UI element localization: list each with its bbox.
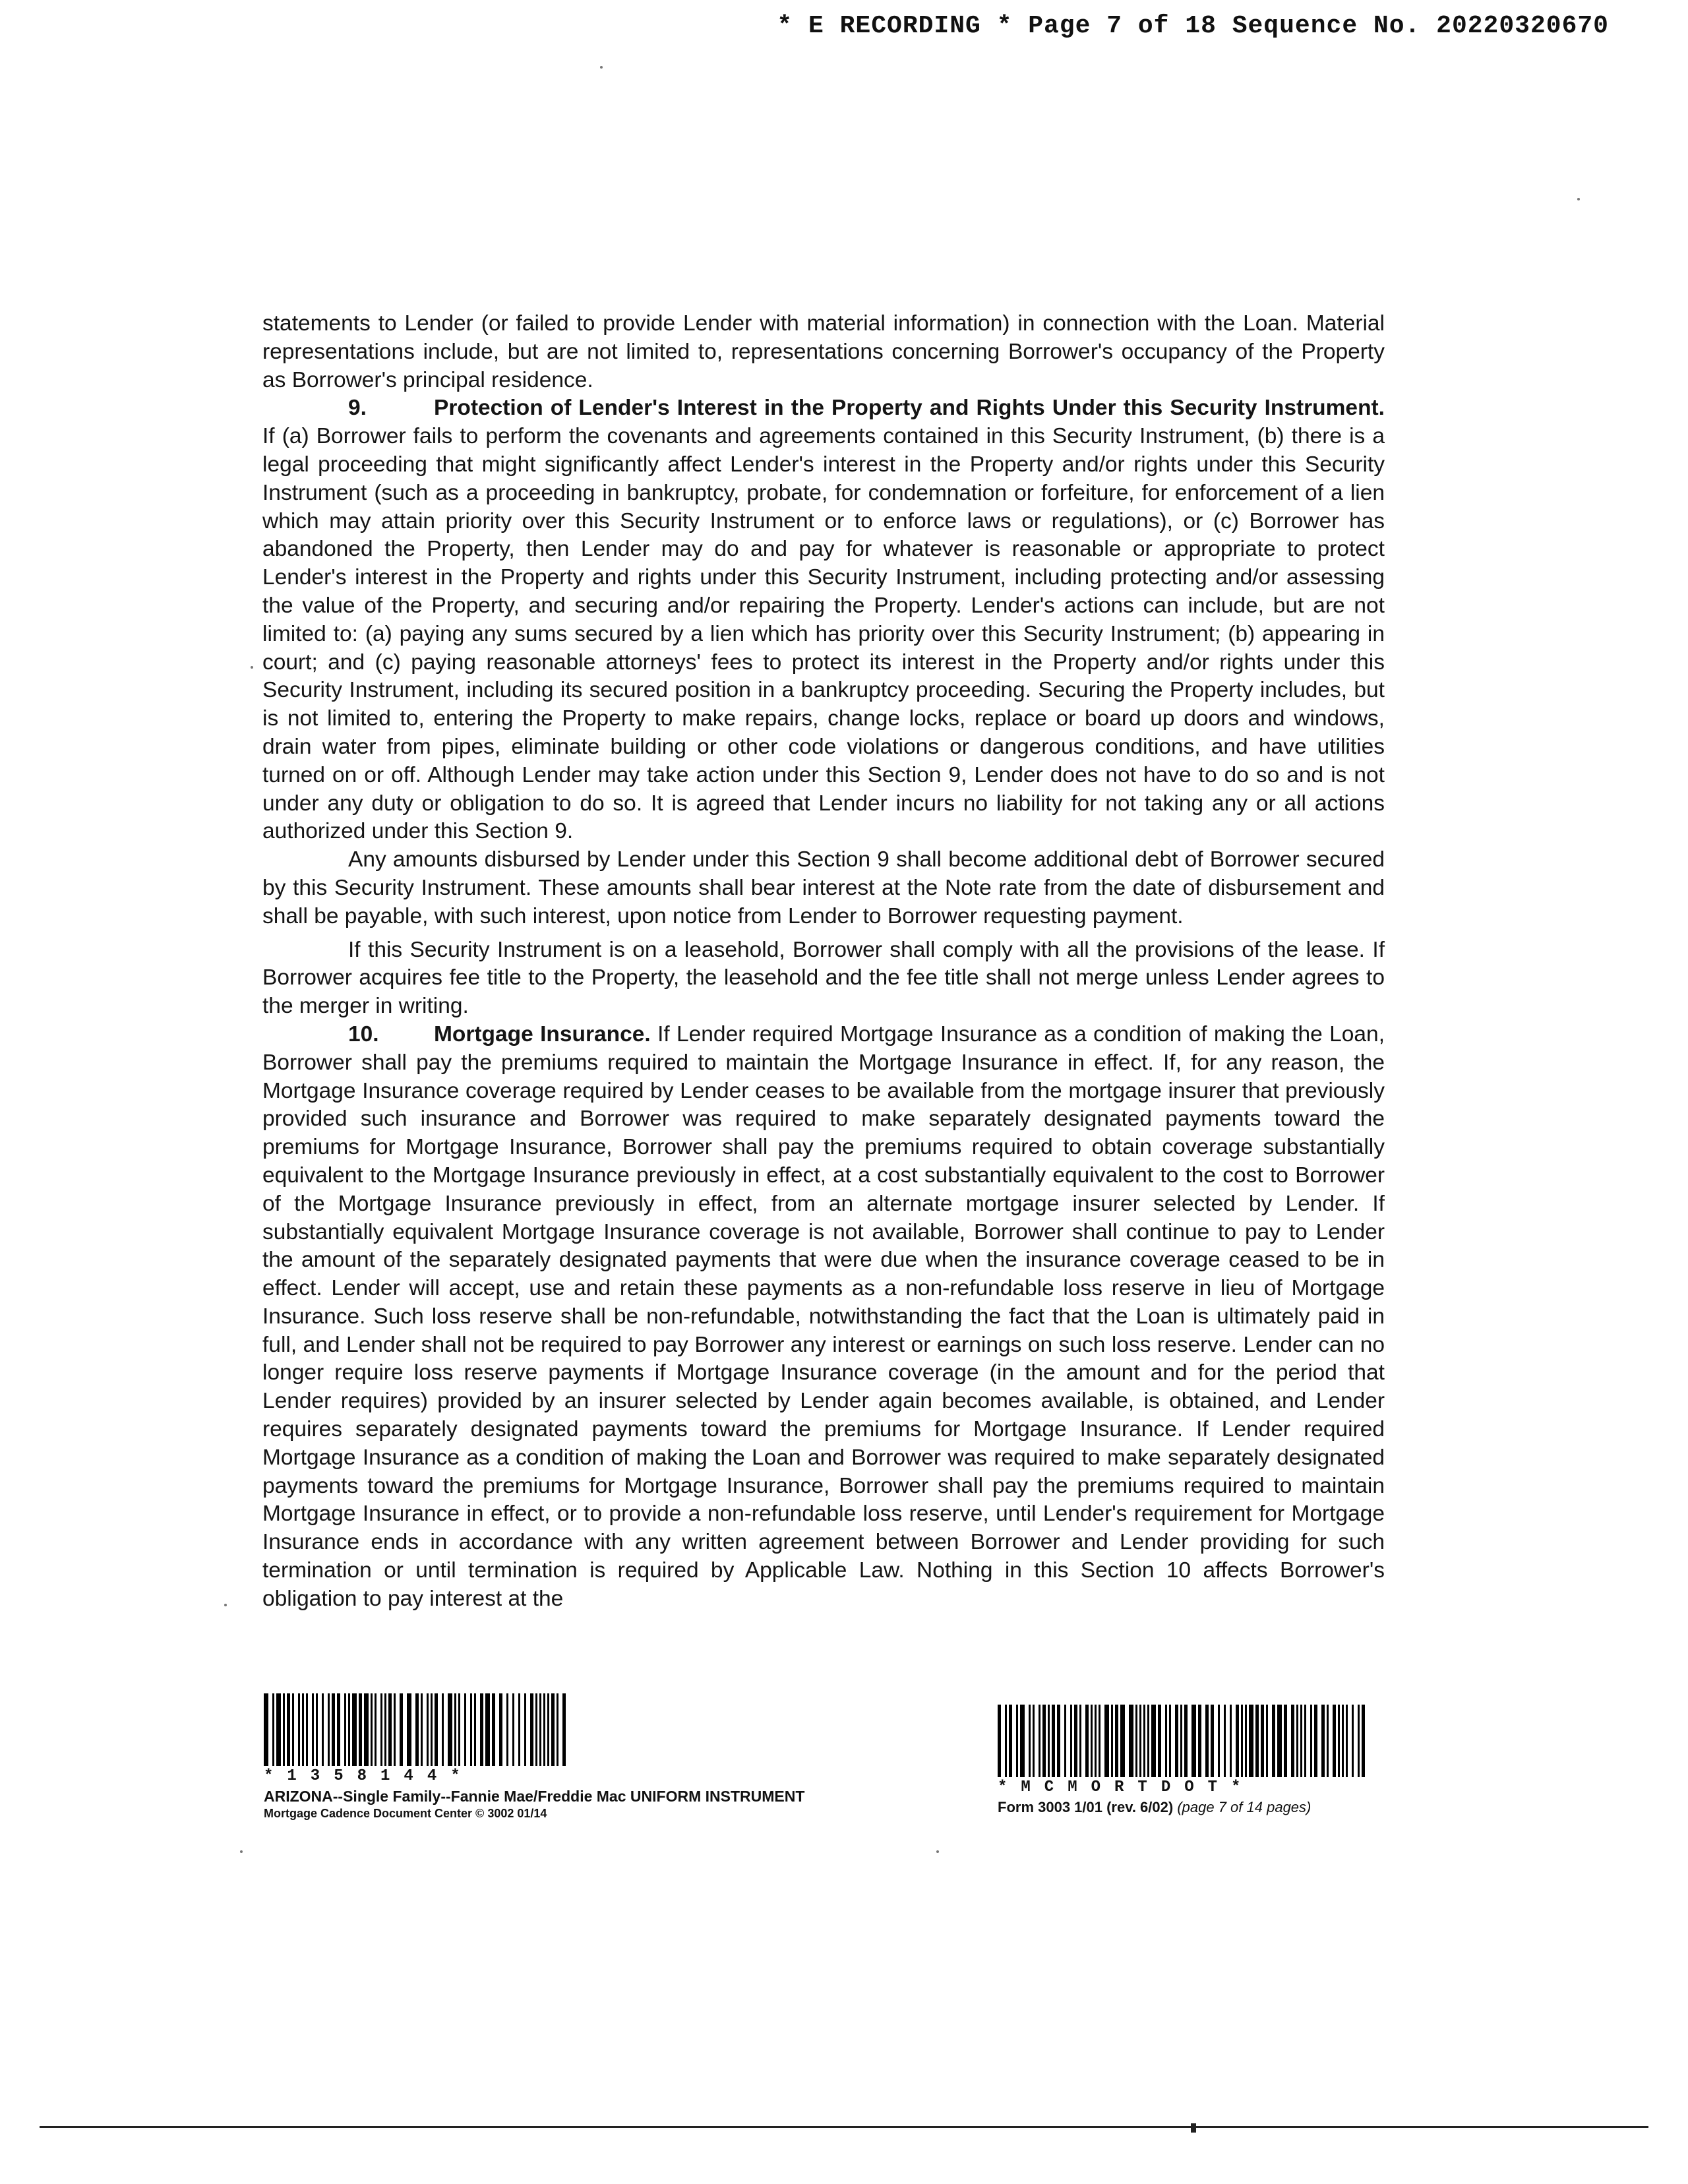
barcode-bar (1169, 1705, 1171, 1777)
barcode-bar (1304, 1705, 1306, 1777)
barcode-bar (400, 1693, 403, 1766)
barcode-bar (306, 1693, 308, 1766)
barcode-bar (1158, 1705, 1161, 1777)
section-10-title: Mortgage Insurance. (434, 1021, 651, 1046)
intro-paragraph: statements to Lender (or failed to provide Lender with material information) in connection with the Loan. Material representations include, but are not limited to, representations concerning Borrower's occupancy of the Property as Borrower's principal residence. (262, 311, 1385, 392)
barcode-bar (1245, 1705, 1247, 1777)
barcode-bar (1064, 1705, 1066, 1777)
barcode-left (264, 1693, 804, 1766)
barcode-bar (535, 1693, 537, 1766)
page-note: (page 7 of 14 pages) (1177, 1799, 1311, 1815)
barcode-bar (1091, 1705, 1093, 1777)
barcode-bar (1352, 1705, 1354, 1777)
barcode-bar (427, 1693, 429, 1766)
barcode-bar (380, 1693, 382, 1766)
barcode-bar (348, 1693, 350, 1766)
footer-left (264, 1693, 804, 1821)
barcode-bar (1277, 1705, 1282, 1777)
barcode-bar (1074, 1705, 1077, 1777)
section-9-paragraph (262, 394, 1385, 846)
barcode-bar (312, 1693, 314, 1766)
barcode-bar (371, 1693, 373, 1766)
barcode-bar (272, 1693, 274, 1766)
barcode-bar (551, 1693, 555, 1766)
barcode-bar (407, 1693, 411, 1766)
barcode-bar (1211, 1705, 1214, 1777)
barcode-bar (1048, 1705, 1050, 1777)
barcode-bar (292, 1693, 294, 1766)
barcode-bar (435, 1693, 438, 1766)
document-body (262, 310, 1385, 1614)
footer-right (998, 1705, 1367, 1816)
barcode-bar (539, 1693, 541, 1766)
barcode-bar (1291, 1705, 1294, 1777)
barcode-bar (1218, 1705, 1220, 1777)
barcode-bar (547, 1693, 549, 1766)
barcode-bar (1005, 1705, 1007, 1777)
barcode-bar (1358, 1705, 1360, 1777)
barcode-bar (431, 1693, 433, 1766)
barcode-bar (1191, 1705, 1196, 1777)
section-9-title: Protection of Lender's Interest in the Property and Rights Under this Security Instrument. (434, 396, 1385, 421)
barcode-bar (1042, 1705, 1046, 1777)
barcode-bar (1052, 1705, 1055, 1777)
barcode-bar (1338, 1705, 1340, 1777)
barcode-bar (302, 1693, 304, 1766)
barcode-bar (518, 1693, 520, 1766)
barcode-bar (1099, 1705, 1100, 1777)
barcode-bar (1241, 1705, 1243, 1777)
barcode-bar (506, 1693, 508, 1766)
bottom-rule (40, 2126, 1648, 2128)
barcode-bar (1333, 1705, 1336, 1777)
barcode-bar (1342, 1705, 1344, 1777)
barcode-left-caption: *1358144* (264, 1767, 474, 1785)
barcode-bar (415, 1693, 419, 1766)
barcode-bar (1230, 1705, 1232, 1777)
barcode-bar (1272, 1705, 1275, 1777)
barcode-bar (1180, 1705, 1182, 1777)
barcode-bar (1009, 1705, 1012, 1777)
barcode-bar (562, 1693, 566, 1766)
barcode-bar (499, 1693, 502, 1766)
barcode-bar (524, 1693, 526, 1766)
barcode-bar (442, 1693, 444, 1766)
barcode-bar (1139, 1705, 1141, 1777)
barcode-bar (1300, 1705, 1302, 1777)
scan-speck (240, 1850, 243, 1853)
scan-speck (251, 666, 253, 669)
barcode-bar (1129, 1705, 1133, 1777)
barcode-bar (1321, 1705, 1325, 1777)
barcode-bar (1057, 1705, 1060, 1777)
barcode-bar (1016, 1705, 1018, 1777)
section-10-number: 10. (348, 1021, 379, 1046)
barcode-bar (1039, 1705, 1040, 1777)
barcode-bar (1261, 1705, 1264, 1777)
barcode-bar (1284, 1705, 1287, 1777)
section-10-paragraph (262, 1021, 1385, 1614)
barcode-bar (283, 1693, 285, 1766)
barcode-bar (464, 1693, 466, 1766)
scan-speck (936, 1850, 939, 1853)
barcode-bar (1115, 1705, 1118, 1777)
barcode-bar (512, 1693, 514, 1766)
recording-header: * E RECORDING * Page 7 of 18 Sequence No. 20220320670 (777, 12, 1609, 40)
barcode-bar (1143, 1705, 1145, 1777)
barcode-bar (1327, 1705, 1329, 1777)
barcode-bar (1346, 1705, 1348, 1777)
barcode-bar (384, 1693, 386, 1766)
barcode-bar (337, 1693, 340, 1766)
barcode-bar (1224, 1705, 1226, 1777)
leasehold-paragraph: If this Security Instrument is on a leasehold, Borrower shall comply with all the provisions of the lease. If Borrower acquires fee title to the Property, the leasehold and the fee title shall not merge unless Lender agrees to the merger in writing. (262, 937, 1385, 1019)
barcode-bar (1020, 1705, 1025, 1777)
scan-speck (600, 66, 603, 69)
barcode-bar (298, 1693, 300, 1766)
barcode-bar (458, 1693, 460, 1766)
barcode-bar (1095, 1705, 1097, 1777)
barcode-bar (364, 1693, 369, 1766)
barcode-bar (470, 1693, 472, 1766)
barcode-bar (543, 1693, 545, 1766)
section-10-text: If Lender required Mortgage Insurance as a condition of making the Loan, Borrower shall pay the premiums required to maintain the Mortgage Insurance in effect. If, for any reason, the Mortgage Insurance coverage required by Lender ceases to be available from the mortgage insurer that previously provided such insurance and Borrower was required to make separately designated payments toward the premiums for Mortgage Insurance, Borrower shall pay the premiums required to obtain coverage substantially equivalent to the Mortgage Insurance previously in effect, at a cost substantially equivalent to the cost to Borrower of the Mortgage Insurance previously in effect, from an alternate mortgage insurer selected by Lender. If substantially equivalent Mortgage Insurance coverage is not available, Borrower shall continue to pay to Lender the amount of the separately designated payments that were due when the insurance coverage ceased to be in effect. Lender will accept, use and retain these payments as a non-refundable loss reserve in lieu of Mortgage Insurance. Such loss reserve shall be non-refundable, notwithstanding the fact that the Loan is ultimately paid in full, and Lender shall not be required to pay Borrower any interest or earnings on such loss reserve. Lender can no longer require loss reserve payments if Mortgage Insurance coverage (in the amount and for the period that Lender requires) provided by an insurer selected by Lender again becomes available, is obtained, and Lender requires separately designated payments toward the premiums for Mortgage Insurance. If Lender required Mortgage Insurance as a condition of making the Loan and Borrower was required to make separately designated payments toward the premiums for Mortgage Insurance, Borrower shall pay the premiums required to maintain Mortgage Insurance in effect, or to provide a non-refundable loss reserve, until Lender's requirement for Mortgage Insurance ends in accordance with any written agreement between Borrower and Lender providing for such termination or until termination is required by Applicable Law. Nothing in this Section 10 affects Borrower's obligation to pay interest at the (262, 1021, 1385, 1611)
barcode-bar (359, 1693, 362, 1766)
barcode-bar (1249, 1705, 1253, 1777)
section-9-text: If (a) Borrower fails to perform the covenants and agreements contained in this Security Instrument, (b) there is a legal proceeding that might significantly affect Lender's interest in the Property and/or rights under this Security Instrument (such as a proceeding in bankruptcy, probate, for condemnation or forfeiture, for enforcement of a lien which may attain priority over this Security Instrument or to enforce laws or regulations), or (c) Borrower has abandoned the Property, then Lender may do and pay for whatever is reasonable or appropriate to protect Lender's interest in the Property and rights under this Security Instrument, including protecting and/or assessing the value of the Property, and securing and/or repairing the Property. Lender's actions can include, but are not limited to: (a) paying any sums secured by a lien which has priority over this Security Instrument; (b) appearing in court; and (c) paying reasonable attorneys' fees to protect its interest in the Property and/or rights under this Security Instrument, including its secured position in a bankruptcy proceeding. Securing the Property includes, but is not limited to, entering the Property to make repairs, change locks, replace or board up doors and windows, drain water from pipes, eliminate building or other code violations or dangerous conditions, and have utilities turned on or off. Although Lender may take action under this Section 9, Lender does not have to do so and is not under any duty or obligation to do so. It is agreed that Lender incurs no liability for not taking any or all actions authorized under this Section 9. (262, 424, 1385, 844)
barcode-bar (1266, 1705, 1268, 1777)
form-description: ARIZONA--Single Family--Fannie Mae/Freddie Mac UNIFORM INSTRUMENT (264, 1788, 805, 1805)
barcode-bar (344, 1693, 346, 1766)
barcode-bar (1135, 1705, 1137, 1777)
barcode-bar (485, 1693, 490, 1766)
barcode-bar (1111, 1705, 1113, 1777)
barcode-bar (375, 1693, 377, 1766)
barcode-bar (1175, 1705, 1178, 1777)
barcode-bar (276, 1693, 281, 1766)
barcode-bar (448, 1693, 452, 1766)
form-number: Form 3003 1/01 (rev. 6/02) (998, 1799, 1174, 1815)
document-center-line: Mortgage Cadence Document Center © 3002 01/14 (264, 1807, 547, 1820)
form-id (998, 1799, 1367, 1816)
barcode-bar (322, 1693, 324, 1766)
amounts-paragraph: Any amounts disbursed by Lender under this Section 9 shall become additional debt of Borrower secured by this Security Instrument. These amounts shall bear interest at the Note rate from the date of disbursement and shall be payable, with such interest, upon notice from Lender to Borrower requesting payment. (262, 847, 1385, 928)
barcode-bar (316, 1693, 318, 1766)
barcode-bar (1314, 1705, 1317, 1777)
barcode-bar (352, 1693, 357, 1766)
barcode-bar (492, 1693, 495, 1766)
barcode-bar (264, 1693, 268, 1766)
barcode-bar (1184, 1705, 1188, 1777)
barcode-bar (421, 1693, 423, 1766)
barcode-bar (474, 1693, 476, 1766)
barcode-right (998, 1705, 1367, 1777)
barcode-bar (1029, 1705, 1031, 1777)
barcode-bar (1104, 1705, 1109, 1777)
barcode-bar (394, 1693, 396, 1766)
barcode-bar (480, 1693, 483, 1766)
barcode-bar (1033, 1705, 1035, 1777)
barcode-bar (1165, 1705, 1167, 1777)
barcode-bar (332, 1693, 335, 1766)
scan-speck (1577, 198, 1580, 200)
barcode-bar (1255, 1705, 1259, 1777)
barcode-bar (1120, 1705, 1125, 1777)
barcode-bar (287, 1693, 290, 1766)
barcode-bar (328, 1693, 330, 1766)
barcode-bar (1296, 1705, 1298, 1777)
section-9-number: 9. (348, 396, 367, 421)
barcode-bar (1070, 1705, 1072, 1777)
barcode-bar (1147, 1705, 1149, 1777)
barcode-bar (1205, 1705, 1209, 1777)
barcode-bar (557, 1693, 558, 1766)
barcode-bar (454, 1693, 456, 1766)
rule-mark (1191, 2123, 1196, 2133)
barcode-bar (388, 1693, 392, 1766)
barcode-bar (530, 1693, 533, 1766)
barcode-bar (1310, 1705, 1312, 1777)
scan-speck (224, 1604, 227, 1606)
barcode-bar (1236, 1705, 1239, 1777)
barcode-bar (1198, 1705, 1201, 1777)
barcode-bar (1085, 1705, 1089, 1777)
barcode-bar (1151, 1705, 1156, 1777)
barcode-right-caption: *MCMORTDOT* (998, 1778, 1255, 1796)
barcode-bar (1362, 1705, 1365, 1777)
barcode-bar (998, 1705, 1001, 1777)
barcode-bar (1079, 1705, 1081, 1777)
